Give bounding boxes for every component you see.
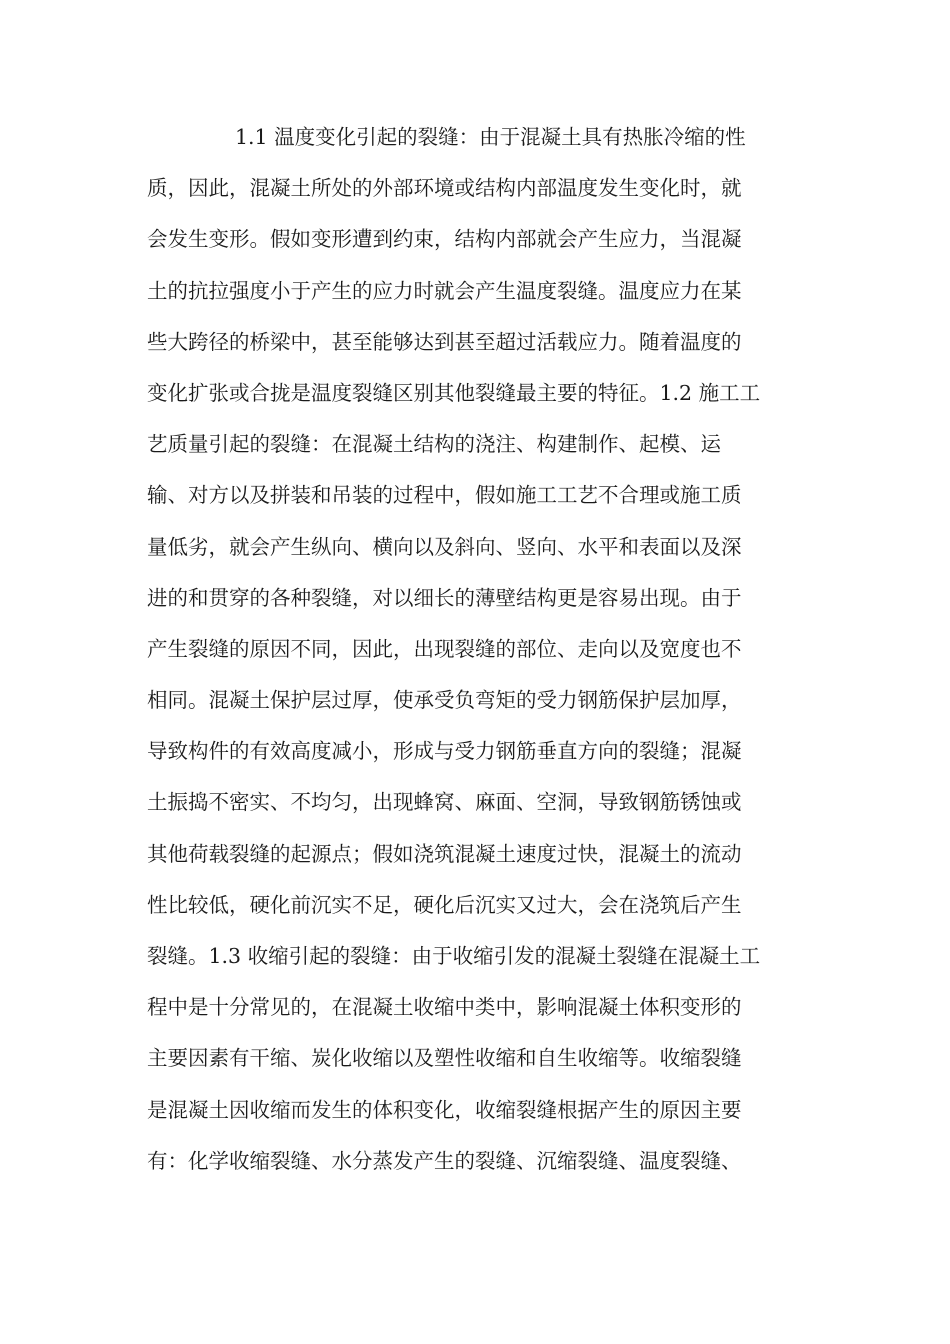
- text-line: 1.1 温度变化引起的裂缝：由于混凝土具有热胀冷缩的性: [235, 125, 746, 149]
- text-line: 量低劣，就会产生纵向、横向以及斜向、竖向、水平和表面以及深: [147, 534, 742, 559]
- text-line: 进的和贯穿的各种裂缝，对以细长的薄壁结构更是容易出现。由于: [147, 585, 742, 610]
- text-line: 导致构件的有效高度减小，形成与受力钢筋垂直方向的裂缝；混凝: [147, 739, 742, 764]
- text-line: 裂缝。1.3 收缩引起的裂缝：由于收缩引发的混凝土裂缝在混凝土工: [147, 944, 761, 968]
- text-line: 有：化学收缩裂缝、水分蒸发产生的裂缝、沉缩裂缝、温度裂缝、: [147, 1148, 742, 1173]
- text-line: 其他荷载裂缝的起源点；假如浇筑混凝土速度过快，混凝土的流动: [147, 841, 742, 866]
- text-line: 程中是十分常见的，在混凝土收缩中类中，影响混凝土体积变形的: [147, 995, 742, 1020]
- text-line: 些大跨径的桥梁中，甚至能够达到甚至超过活载应力。随着温度的: [147, 329, 742, 354]
- text-line: 会发生变形。假如变形遭到约束，结构内部就会产生应力，当混凝: [147, 227, 742, 252]
- text-line: 土振捣不密实、不均匀，出现蜂窝、麻面、空洞，导致钢筋锈蚀或: [147, 790, 742, 815]
- text-line: 变化扩张或合拢是温度裂缝区别其他裂缝最主要的特征。1.2 施工工: [147, 380, 761, 405]
- text-line: 输、对方以及拼装和吊装的过程中，假如施工工艺不合理或施工质: [147, 483, 742, 508]
- text-line: 性比较低，硬化前沉实不足，硬化后沉实又过大，会在浇筑后产生: [147, 892, 742, 917]
- text-line: 主要因素有干缩、炭化收缩以及塑性收缩和自生收缩等。收缩裂缝: [147, 1046, 742, 1071]
- body-paragraph: [147, 112, 812, 1187]
- text-line: 相同。混凝土保护层过厚，使承受负弯矩的受力钢筋保护层加厚，: [147, 688, 742, 713]
- text-line: 是混凝土因收缩而发生的体积变化，收缩裂缝根据产生的原因主要: [147, 1097, 742, 1122]
- text-line: 土的抗拉强度小于产生的应力时就会产生温度裂缝。温度应力在某: [147, 278, 742, 303]
- text-line: 产生裂缝的原因不同，因此，出现裂缝的部位、走向以及宽度也不: [147, 636, 742, 661]
- text-line: 艺质量引起的裂缝：在混凝土结构的浇注、构建制作、起模、运: [147, 432, 721, 457]
- text-line: 质，因此，混凝土所处的外部环境或结构内部温度发生变化时，就: [147, 176, 742, 201]
